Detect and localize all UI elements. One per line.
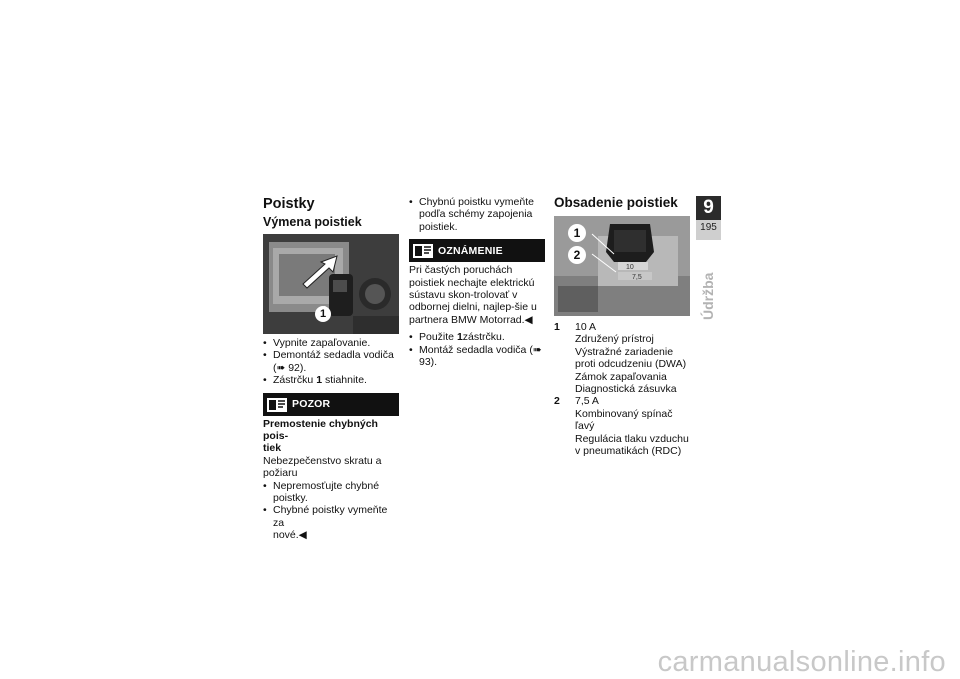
warning-bar xyxy=(263,393,399,416)
subsection-title: Výmena poistiek xyxy=(263,215,362,229)
fuse-row xyxy=(554,321,690,395)
section-title: Poistky xyxy=(263,196,315,212)
fuse-value-label: 7,5 xyxy=(632,274,642,281)
fuse-circuit: Združený prístroj xyxy=(575,333,654,346)
fuse-circuit: Zámok zapaľovania xyxy=(575,370,667,383)
list-item: • Chybnú poistku vymeňte podľa schémy zapojenia poistiek. xyxy=(409,196,545,233)
steps-list xyxy=(409,196,545,233)
fuse-circuit: Kombinovaný spínač ľavý xyxy=(575,407,673,433)
column-fuses-replacement xyxy=(263,196,399,542)
fuse-circuit: Regulácia tlaku vzduchu v pneumatikách (RDC) xyxy=(575,432,689,458)
section-side-label: Údržba xyxy=(700,272,716,320)
photo-callout-2 xyxy=(568,246,586,264)
fuse-circuit: Diagnostická zásuvka xyxy=(575,383,677,396)
list-item: • Chybné poistky vymeňte za nové.◀ xyxy=(263,504,399,541)
fuse-number: 1 xyxy=(554,321,560,333)
photo-callout-1 xyxy=(568,224,586,242)
watermark: carmanualsonline.info xyxy=(657,646,946,678)
warning-label: POZOR xyxy=(292,397,331,410)
list-item: • Zástrčku 1 stiahnite. xyxy=(263,374,399,386)
book-notice-icon xyxy=(412,242,434,259)
column-fuses-notice xyxy=(409,196,545,368)
chapter-tab xyxy=(696,196,721,240)
list-item: • Použite 1zástrčku. xyxy=(409,331,545,343)
column-fuse-assignment xyxy=(554,196,690,457)
fuse-row xyxy=(554,395,690,457)
fuse-rating: 10 A xyxy=(575,321,597,333)
section-title: Obsadenie poistiek xyxy=(554,195,678,210)
photo-fuse-box xyxy=(554,216,690,316)
steps-list xyxy=(263,337,399,387)
list-item: • Vypnite zapaľovanie. xyxy=(263,337,399,349)
notice-text: Pri častých poruchách poistiek nechajte elektrickú sústavu skon-trolovať v odbornej dielni, najlep-šie u partnera BMW Motorrad.◀ xyxy=(409,264,537,326)
fuse-table xyxy=(554,321,690,457)
warning-list xyxy=(263,480,399,542)
notice-bar xyxy=(409,239,545,262)
list-item: • Demontáž sedadla vodiča (➠ 92). xyxy=(263,349,399,374)
callout-label: 1 xyxy=(573,226,581,240)
warning-text: Nebezpečenstvo skratu a požiaru xyxy=(263,454,382,480)
callout-label: 1 xyxy=(319,308,327,320)
chapter-number: 9 xyxy=(696,196,721,220)
book-warning-icon xyxy=(266,396,288,413)
list-item: • Montáž sedadla vodiča (➠ 93). xyxy=(409,344,545,369)
fuse-rating: 7,5 A xyxy=(575,395,599,408)
photo-callout-1 xyxy=(315,306,331,322)
page-number: 195 xyxy=(700,222,717,233)
steps-list-2 xyxy=(409,331,545,368)
photo-fuse-connector xyxy=(263,234,399,334)
notice-label: OZNÁMENIE xyxy=(438,244,503,257)
warning-heading: Premostenie chybných pois- tiek xyxy=(263,417,378,455)
fuse-value-label: 10 xyxy=(626,264,634,271)
list-item: • Nepremosťujte chybné poistky. xyxy=(263,480,399,505)
fuse-circuit: Výstražné zariadenie proti odcudzeniu (DWA) xyxy=(575,345,687,371)
fuse-number: 2 xyxy=(554,395,560,408)
callout-label: 2 xyxy=(573,248,581,262)
